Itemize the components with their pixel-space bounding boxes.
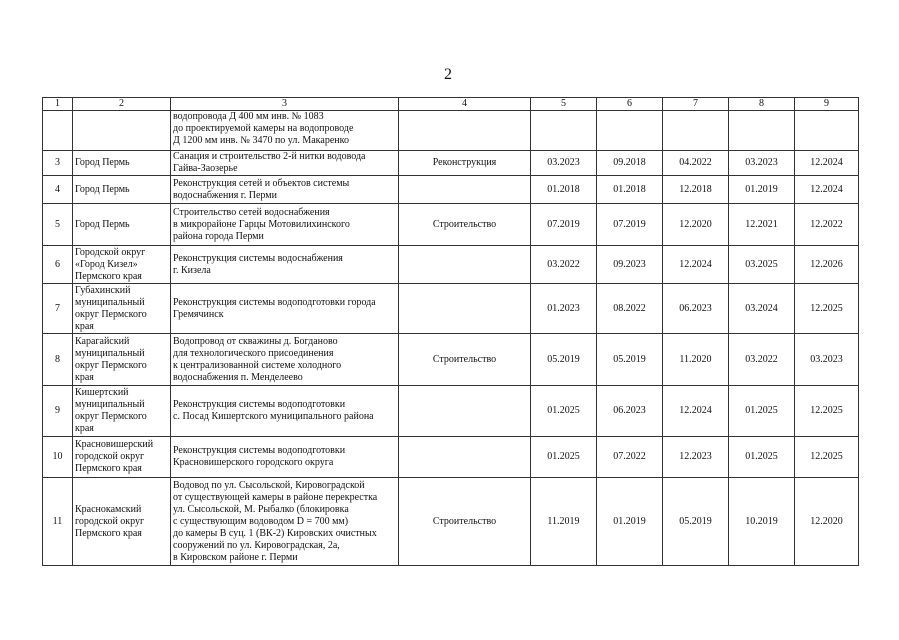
header-cell: 6 xyxy=(597,98,663,111)
date-cell: 12.2026 xyxy=(795,246,859,284)
work-type-cell xyxy=(399,111,531,151)
date-cell: 12.2024 xyxy=(795,151,859,176)
region-cell: Губахинский муниципальный округ Пермского края xyxy=(73,284,171,334)
row-number: 9 xyxy=(43,386,73,437)
table-row xyxy=(43,334,859,386)
header-row xyxy=(43,98,859,111)
description-cell: Реконструкция системы водоподготовки города Гремячинск xyxy=(171,284,399,334)
row-number xyxy=(43,111,73,151)
table-row xyxy=(43,111,859,151)
region-cell: Город Пермь xyxy=(73,151,171,176)
description-cell: Реконструкция системы водоподготовки с. Посад Кишертского муниципального района xyxy=(171,386,399,437)
date-cell xyxy=(531,111,597,151)
date-cell: 03.2022 xyxy=(531,246,597,284)
region-cell: Кишертский муниципальный округ Пермского края xyxy=(73,386,171,437)
date-cell: 01.2025 xyxy=(729,437,795,478)
date-cell: 01.2018 xyxy=(597,176,663,204)
date-cell: 03.2023 xyxy=(795,334,859,386)
date-cell: 12.2025 xyxy=(795,437,859,478)
date-cell xyxy=(663,111,729,151)
date-cell: 05.2019 xyxy=(531,334,597,386)
description-cell: водопровода Д 400 мм инв. № 1083 до проектируемой камеры на водопроводе Д 1200 мм инв. № 3470 по ул. Макаренко xyxy=(171,111,399,151)
table-row xyxy=(43,437,859,478)
date-cell: 12.2024 xyxy=(663,246,729,284)
date-cell: 03.2023 xyxy=(531,151,597,176)
date-cell: 12.2021 xyxy=(729,204,795,246)
header-cell: 2 xyxy=(73,98,171,111)
table-row xyxy=(43,386,859,437)
table-row xyxy=(43,246,859,284)
description-cell: Строительство сетей водоснабжения в микрорайоне Гарцы Мотовилихинского района города Перми xyxy=(171,204,399,246)
work-type-cell xyxy=(399,437,531,478)
description-cell: Водовод по ул. Сысольской, Кировоградской от существующей камеры в районе перекрестка ул. Сысольской, М. Рыбалко (блокировка с существующим водоводом D = 700 мм) до камеры В суц. 1 (ВК-2) Кировских очистных сооружений по ул. Кировоградская, 2а, в Кировском районе г. Перми xyxy=(171,478,399,566)
description-cell: Реконструкция системы водоснабжения г. Кизела xyxy=(171,246,399,284)
date-cell: 03.2022 xyxy=(729,334,795,386)
row-number: 11 xyxy=(43,478,73,566)
work-type-cell xyxy=(399,386,531,437)
date-cell: 07.2019 xyxy=(597,204,663,246)
date-cell: 01.2023 xyxy=(531,284,597,334)
date-cell: 01.2019 xyxy=(729,176,795,204)
date-cell: 07.2019 xyxy=(531,204,597,246)
region-cell: Городской округ «Город Кизел» Пермского края xyxy=(73,246,171,284)
date-cell: 04.2022 xyxy=(663,151,729,176)
header-cell: 5 xyxy=(531,98,597,111)
date-cell: 09.2018 xyxy=(597,151,663,176)
page-number: 2 xyxy=(444,66,452,83)
work-type-cell xyxy=(399,284,531,334)
region-cell: Карагайский муниципальный округ Пермского края xyxy=(73,334,171,386)
date-cell: 01.2018 xyxy=(531,176,597,204)
region-cell: Красновишерский городской округ Пермского края xyxy=(73,437,171,478)
table-row xyxy=(43,176,859,204)
date-cell: 12.2018 xyxy=(663,176,729,204)
date-cell: 12.2024 xyxy=(663,386,729,437)
date-cell: 11.2019 xyxy=(531,478,597,566)
projects-table xyxy=(42,97,859,566)
work-type-cell xyxy=(399,246,531,284)
description-cell: Водопровод от скважины д. Богданово для технологического присоединения к централизованной системе холодного водоснабжения п. Менделеево xyxy=(171,334,399,386)
date-cell: 06.2023 xyxy=(597,386,663,437)
description-cell: Санация и строительство 2-й нитки водовода Гайва-Заозерье xyxy=(171,151,399,176)
date-cell: 05.2019 xyxy=(597,334,663,386)
date-cell: 12.2020 xyxy=(663,204,729,246)
description-cell: Реконструкция системы водоподготовки Красновишерского городского округа xyxy=(171,437,399,478)
date-cell: 06.2023 xyxy=(663,284,729,334)
table-row xyxy=(43,204,859,246)
region-cell: Город Пермь xyxy=(73,204,171,246)
date-cell: 12.2025 xyxy=(795,284,859,334)
date-cell: 11.2020 xyxy=(663,334,729,386)
row-number: 4 xyxy=(43,176,73,204)
date-cell: 03.2025 xyxy=(729,246,795,284)
date-cell: 07.2022 xyxy=(597,437,663,478)
date-cell: 01.2025 xyxy=(531,437,597,478)
header-cell: 1 xyxy=(43,98,73,111)
date-cell: 01.2025 xyxy=(531,386,597,437)
header-cell: 4 xyxy=(399,98,531,111)
work-type-cell: Строительство xyxy=(399,204,531,246)
date-cell: 10.2019 xyxy=(729,478,795,566)
table-row xyxy=(43,478,859,566)
table-row xyxy=(43,151,859,176)
row-number: 5 xyxy=(43,204,73,246)
date-cell: 08.2022 xyxy=(597,284,663,334)
header-cell: 7 xyxy=(663,98,729,111)
header-cell: 3 xyxy=(171,98,399,111)
date-cell: 12.2025 xyxy=(795,386,859,437)
work-type-cell: Строительство xyxy=(399,478,531,566)
row-number: 6 xyxy=(43,246,73,284)
date-cell: 12.2022 xyxy=(795,204,859,246)
region-cell xyxy=(73,111,171,151)
header-cell: 9 xyxy=(795,98,859,111)
work-type-cell xyxy=(399,176,531,204)
date-cell: 01.2019 xyxy=(597,478,663,566)
date-cell xyxy=(729,111,795,151)
date-cell: 03.2024 xyxy=(729,284,795,334)
header-cell: 8 xyxy=(729,98,795,111)
table-row xyxy=(43,284,859,334)
date-cell: 12.2023 xyxy=(663,437,729,478)
region-cell: Краснокамский городской округ Пермского края xyxy=(73,478,171,566)
date-cell xyxy=(597,111,663,151)
date-cell: 12.2024 xyxy=(795,176,859,204)
row-number: 10 xyxy=(43,437,73,478)
date-cell: 09.2023 xyxy=(597,246,663,284)
row-number: 7 xyxy=(43,284,73,334)
date-cell xyxy=(795,111,859,151)
region-cell: Город Пермь xyxy=(73,176,171,204)
date-cell: 03.2023 xyxy=(729,151,795,176)
work-type-cell: Строительство xyxy=(399,334,531,386)
date-cell: 12.2020 xyxy=(795,478,859,566)
date-cell: 01.2025 xyxy=(729,386,795,437)
row-number: 8 xyxy=(43,334,73,386)
description-cell: Реконструкция сетей и объектов системы водоснабжения г. Перми xyxy=(171,176,399,204)
date-cell: 05.2019 xyxy=(663,478,729,566)
work-type-cell: Реконструкция xyxy=(399,151,531,176)
row-number: 3 xyxy=(43,151,73,176)
